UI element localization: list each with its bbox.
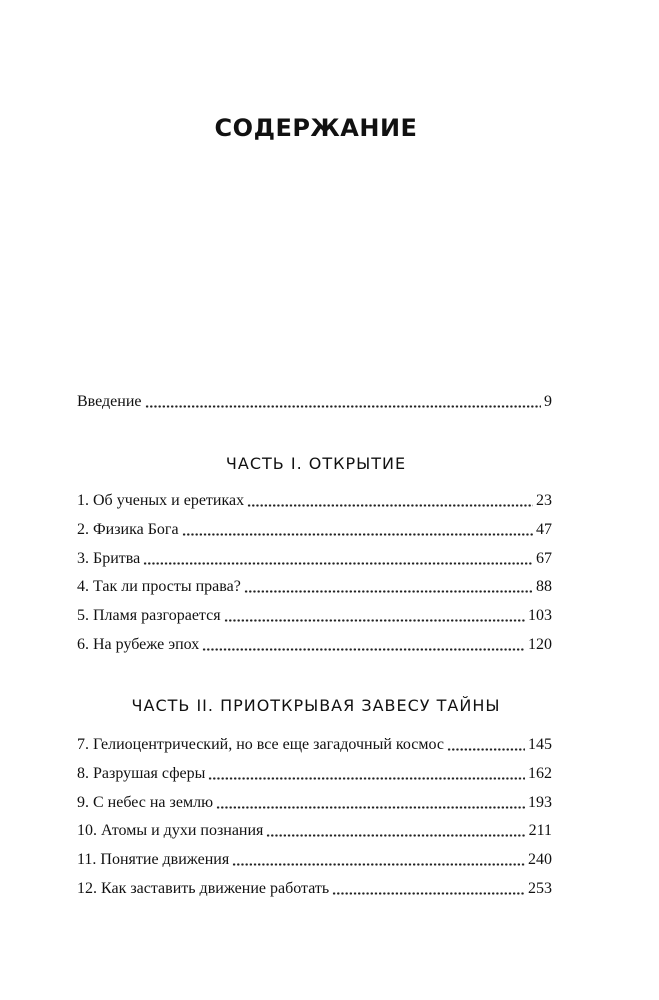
part-heading-1: ЧАСТЬ I. ОТКРЫТИЕ [225,454,407,473]
toc-entry-chapter-5[interactable] [77,606,552,626]
dot-leader [216,806,525,809]
dot-leader [143,562,533,565]
toc-entry-label: 4. Так ли просты права? [77,578,241,595]
toc-page-number: 47 [536,521,552,538]
toc-page-number: 211 [528,822,552,839]
toc-entry-chapter-9[interactable] [77,793,552,813]
toc-entry-label: 8. Разрушая сферы [77,765,206,782]
page-title: СОДЕРЖАНИЕ [214,114,418,142]
toc-page-number: 193 [528,794,552,811]
toc-page-number: 67 [536,550,552,567]
toc-entry-chapter-1[interactable] [77,491,552,511]
dot-leader [182,533,533,536]
dot-leader [247,504,533,507]
dot-leader [266,834,525,837]
toc-entry-label: 3. Бритва [77,550,141,567]
part-heading-2: ЧАСТЬ II. ПРИОТКРЫВАЯ ЗАВЕСУ ТАЙНЫ [131,696,501,715]
dot-leader [224,619,525,622]
toc-entry-chapter-7[interactable] [77,735,552,755]
toc-page-number: 23 [536,492,552,509]
toc-page-number: 145 [528,736,552,753]
toc-entry-label: 11. Понятие движения [77,851,230,868]
toc-page-number: 88 [536,578,552,595]
toc-page-number: 9 [544,393,552,410]
toc-entry-label: 10. Атомы и духи познания [77,822,264,839]
toc-entry-chapter-2[interactable] [77,520,552,540]
toc-entry-chapter-8[interactable] [77,764,552,784]
toc-entry-chapter-12[interactable] [77,879,552,899]
toc-entry-chapter-6[interactable] [77,635,552,655]
toc-page-number: 162 [528,765,552,782]
dot-leader [447,748,525,751]
toc-page-number: 103 [528,607,552,624]
toc-entry-label: 6. На рубеже эпох [77,636,200,653]
toc-entry-label: 9. С небес на землю [77,794,214,811]
toc-entry-label: 7. Гелиоцентрический, но все еще загадочный космос [77,736,444,753]
dot-leader [145,405,542,408]
toc-entry-chapter-11[interactable] [77,850,552,870]
toc-entry-label: 5. Пламя разгорается [77,607,221,624]
dot-leader [232,863,525,866]
toc-entry-label: 2. Физика Бога [77,521,179,538]
toc-entry-chapter-4[interactable] [77,577,552,597]
dot-leader [202,648,525,651]
toc-page-number: 240 [528,851,552,868]
dot-leader [244,590,533,593]
toc-entry-label: 12. Как заставить движение работать [77,880,330,897]
toc-page-number: 253 [528,880,552,897]
toc-entry-chapter-3[interactable] [77,549,552,569]
toc-entry-label: 1. Об ученых и еретиках [77,492,245,509]
toc-page-number: 120 [528,636,552,653]
toc-entry-intro[interactable] [77,392,552,412]
dot-leader [332,892,525,895]
dot-leader [208,777,525,780]
toc-entry-chapter-10[interactable] [77,821,552,841]
toc-entry-label: Введение [77,393,142,410]
